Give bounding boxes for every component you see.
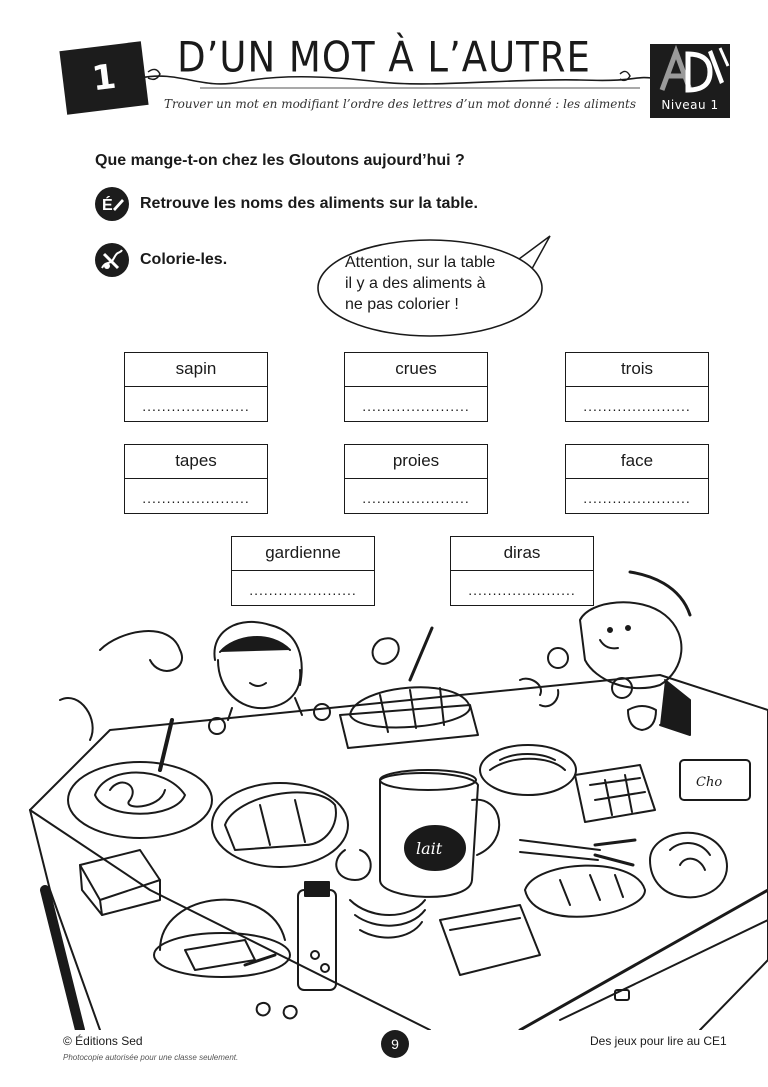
milk-jug-drawing (380, 770, 499, 897)
answer-field[interactable]: ...................... (142, 490, 250, 506)
bubble-text (345, 252, 525, 315)
chocolate-label: Cho (696, 775, 723, 790)
cheese-dome-drawing (154, 900, 290, 977)
child-right-drawing (548, 572, 690, 735)
roast-platter-drawing (212, 783, 348, 867)
activity-number: 1 (89, 56, 119, 100)
answer-field[interactable]: ...................... (583, 398, 691, 414)
instruction-find: Retrouve les noms des aliments sur la table. (140, 195, 478, 212)
word-box-tapes (124, 444, 268, 514)
scrambled-word: diras (451, 537, 593, 571)
word-box-crues (344, 352, 488, 422)
answer-field[interactable]: ...................... (468, 582, 576, 598)
bubble-line-1: Attention, sur la table (345, 254, 496, 271)
strawberries-drawing (257, 1003, 297, 1019)
food-table-illustration (0, 560, 768, 1030)
scrambled-word: proies (345, 445, 487, 479)
bubble-line-2: il y a des aliments à (345, 275, 486, 292)
page-title: D’UN MOT À L’AUTRE (177, 33, 591, 82)
coloring-pencil-icon (95, 243, 129, 277)
word-box-proies (344, 444, 488, 514)
svg-text:É: É (102, 197, 113, 214)
cake-slice-drawing (440, 905, 540, 975)
bread-tray-drawing (340, 628, 478, 748)
bread-loaf-drawing (525, 866, 645, 917)
chocolate-box-drawing (575, 760, 750, 822)
carrots-drawing (520, 840, 635, 865)
level-logo-icon (650, 44, 730, 96)
instruction-color: Colorie-les. (140, 251, 228, 268)
footer-book-title: Des jeux pour lire au CE1 (590, 1034, 727, 1048)
answer-field[interactable]: ...................... (362, 398, 470, 414)
radishes-drawing (520, 679, 558, 707)
scrambled-word: gardienne (232, 537, 374, 571)
level-label: Niveau 1 (661, 98, 719, 112)
milk-jug-label: lait (416, 839, 443, 858)
bubble-line-3: ne pas colorier ! (345, 296, 459, 313)
question-text: Que mange-t-on chez les Gloutons aujourd’hui ? (95, 152, 465, 169)
pie-drawing (480, 745, 576, 795)
word-box-sapin (124, 352, 268, 422)
page-number: 9 (381, 1030, 409, 1058)
pasta-plate-drawing (60, 631, 212, 838)
butter-drawing (80, 850, 160, 915)
child-left-drawing (209, 622, 330, 734)
footer-publisher: © Éditions Sed (63, 1034, 143, 1048)
scrambled-word: tapes (125, 445, 267, 479)
page-subtitle: Trouver un mot en modifiant l’ordre des lettres d’un mot donné : les aliments (163, 97, 637, 111)
pen-writing-icon (95, 187, 129, 221)
scrambled-word: crues (345, 353, 487, 387)
answer-field[interactable]: ...................... (583, 490, 691, 506)
answer-field[interactable]: ...................... (362, 490, 470, 506)
level-badge (650, 44, 730, 118)
footer-copy-note: Photocopie autorisée pour une classe seulement. (63, 1053, 239, 1062)
word-box-face (565, 444, 709, 514)
scrambled-word: trois (566, 353, 708, 387)
cabbage-drawing (650, 833, 727, 898)
word-box-trois (565, 352, 709, 422)
answer-field[interactable]: ...................... (142, 398, 250, 414)
scrambled-word: sapin (125, 353, 267, 387)
scrambled-word: face (566, 445, 708, 479)
answer-field[interactable]: ...................... (249, 582, 357, 598)
